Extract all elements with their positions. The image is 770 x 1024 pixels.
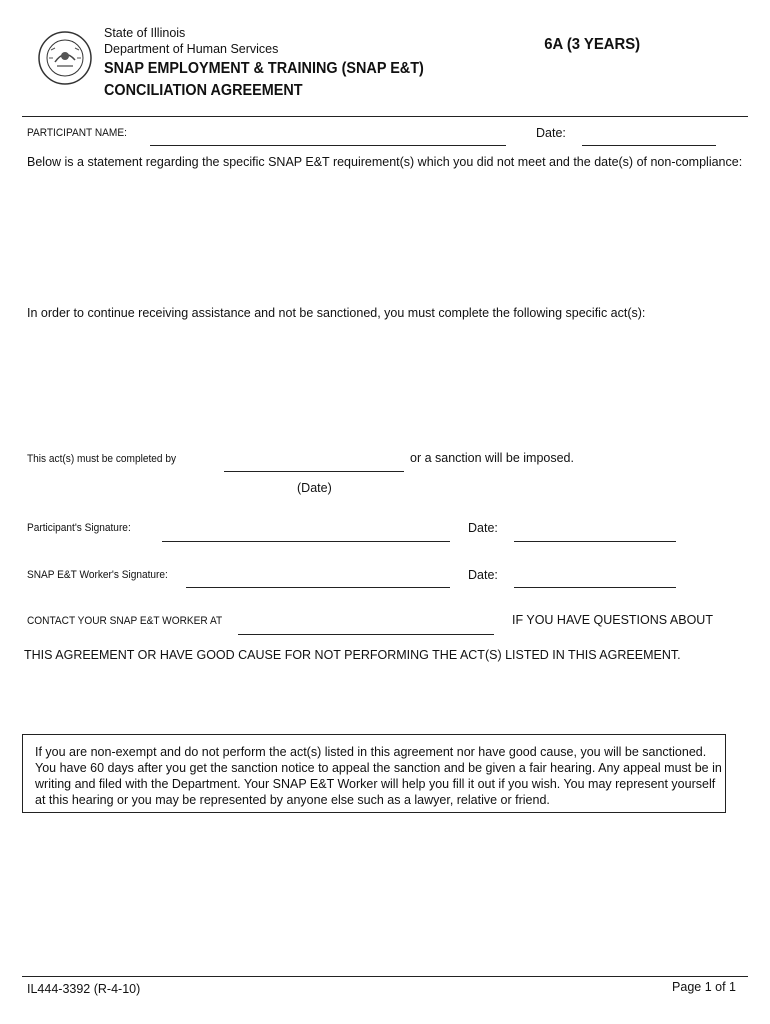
completion-date-caption: (Date)	[297, 481, 332, 495]
form-title-line2: CONCILIATION AGREEMENT	[104, 82, 303, 99]
contact-continuation: THIS AGREEMENT OR HAVE GOOD CAUSE FOR NOT PERFORMING THE ACT(S) LISTED IN THIS AGREEMENT.	[24, 648, 681, 662]
header-divider	[22, 116, 748, 117]
notice-line: writing and filed with the Department. Your SNAP E&T Worker will help you fill it out if you wish. You may represent yourself	[35, 777, 716, 791]
participant-signature-date-label: Date:	[468, 521, 498, 535]
completion-suffix: or a sanction will be imposed.	[410, 451, 574, 465]
notice-line: You have 60 days after you get the sanction notice to appeal the sanction and be given a fair hearing. Any appeal must be in	[35, 761, 722, 775]
notice-line: at this hearing or you may be represented by anyone else such as a lawyer, relative or friend.	[35, 793, 550, 807]
participant-name-label: PARTICIPANT NAME:	[27, 127, 127, 139]
contact-prefix: CONTACT YOUR SNAP E&T WORKER AT	[27, 615, 223, 627]
notice-line: If you are non-exempt and do not perform the act(s) listed in this agreement nor have good cause, you will be sanctioned.	[35, 745, 707, 759]
contact-worker-field[interactable]	[238, 634, 494, 635]
noncompliance-statement: Below is a statement regarding the specific SNAP E&T requirement(s) which you did not meet and the date(s) of non-compliance:	[27, 155, 743, 169]
completion-date-field[interactable]	[224, 471, 404, 472]
required-acts-statement: In order to continue receiving assistance and not be sanctioned, you must complete the following specific act(s):	[27, 306, 646, 320]
header-state: State of Illinois	[104, 26, 186, 40]
state-seal-icon	[37, 30, 93, 86]
page-number: Page 1 of 1	[672, 980, 736, 994]
noncompliance-text-area[interactable]	[27, 172, 743, 292]
form-number: IL444-3392 (R-4-10)	[27, 982, 141, 996]
worker-signature-date-field[interactable]	[514, 587, 676, 588]
form-title-line1: SNAP EMPLOYMENT & TRAINING (SNAP E&T)	[104, 60, 424, 77]
participant-signature-date-field[interactable]	[514, 541, 676, 542]
completion-prefix: This act(s) must be completed by	[27, 453, 177, 465]
worker-signature-date-label: Date:	[468, 568, 498, 582]
worker-signature-label: SNAP E&T Worker's Signature:	[27, 569, 168, 581]
required-acts-text-area[interactable]	[27, 324, 743, 434]
participant-name-field[interactable]	[150, 145, 506, 146]
contact-suffix: IF YOU HAVE QUESTIONS ABOUT	[512, 613, 713, 627]
header-department: Department of Human Services	[104, 42, 279, 56]
form-variant: 6A (3 YEARS)	[544, 36, 640, 53]
participant-signature-label: Participant's Signature:	[27, 522, 131, 534]
participant-date-label: Date:	[536, 126, 566, 140]
participant-date-field[interactable]	[582, 145, 716, 146]
participant-signature-field[interactable]	[162, 541, 450, 542]
worker-signature-field[interactable]	[186, 587, 450, 588]
sanction-notice-box	[22, 734, 726, 813]
footer-divider	[22, 976, 748, 977]
